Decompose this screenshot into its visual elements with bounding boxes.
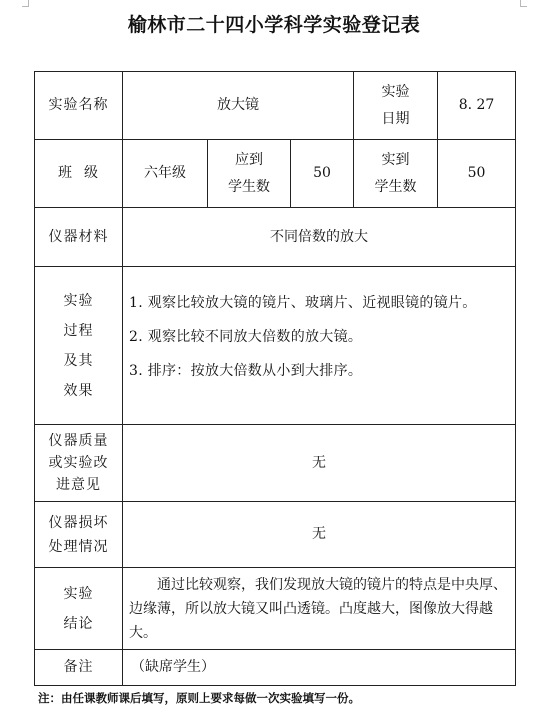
experiment-date-value: 8. 27	[438, 72, 516, 140]
class-value: 六年级	[123, 140, 208, 208]
materials-label: 仪器材料	[35, 208, 123, 267]
remarks-value: （缺席学生）	[123, 650, 516, 686]
row-quality	[35, 425, 516, 502]
quality-label: 仪器质量 或实验改 进意见	[35, 425, 123, 502]
present-students-value: 50	[438, 140, 516, 208]
materials-value: 不同倍数的放大	[123, 208, 516, 267]
row-class	[35, 140, 516, 208]
conclusion-text: 通过比较观察，我们发现放大镜的镜片的特点是中央厚、边缘薄，所以放大镜又叫凸透镜。凸度越大，图像放大得越大。	[129, 576, 507, 641]
damage-value: 无	[123, 502, 516, 568]
experiment-name-value: 放大镜	[123, 72, 354, 140]
row-process	[35, 267, 516, 425]
row-experiment-name	[35, 72, 516, 140]
corner-mark-left	[22, 0, 29, 7]
row-conclusion	[35, 568, 516, 650]
footer-note: 注：由任课教师课后填写，原则上要求每做一次实验填写一份。	[38, 691, 360, 705]
conclusion-value	[123, 568, 516, 650]
form-title: 榆林市二十四小学科学实验登记表	[127, 14, 421, 36]
process-steps	[123, 267, 516, 425]
present-students-label: 实到 学生数	[354, 140, 438, 208]
row-damage	[35, 502, 516, 568]
remarks-label: 备注	[35, 650, 123, 686]
corner-mark-right	[520, 0, 527, 7]
registration-table	[34, 71, 516, 686]
row-materials	[35, 208, 516, 267]
expected-students-value: 50	[291, 140, 354, 208]
damage-label: 仪器损坏 处理情况	[35, 502, 123, 568]
row-remarks	[35, 650, 516, 686]
process-label: 实验 过程 及其 效果	[35, 267, 123, 425]
experiment-name-label: 实验名称	[35, 72, 123, 140]
process-step-1: 1. 观察比较放大镜的镜片、玻璃片、近视眼镜的镜片。	[129, 295, 477, 311]
conclusion-label: 实验 结论	[35, 568, 123, 650]
process-step-2: 2. 观察比较不同放大倍数的放大镜。	[129, 329, 363, 345]
quality-value: 无	[123, 425, 516, 502]
process-step-3: 3. 排序：按放大倍数从小到大排序。	[129, 363, 363, 379]
experiment-date-label: 实验 日期	[354, 72, 438, 140]
class-label: 班 级	[35, 140, 123, 208]
expected-students-label: 应到 学生数	[208, 140, 291, 208]
